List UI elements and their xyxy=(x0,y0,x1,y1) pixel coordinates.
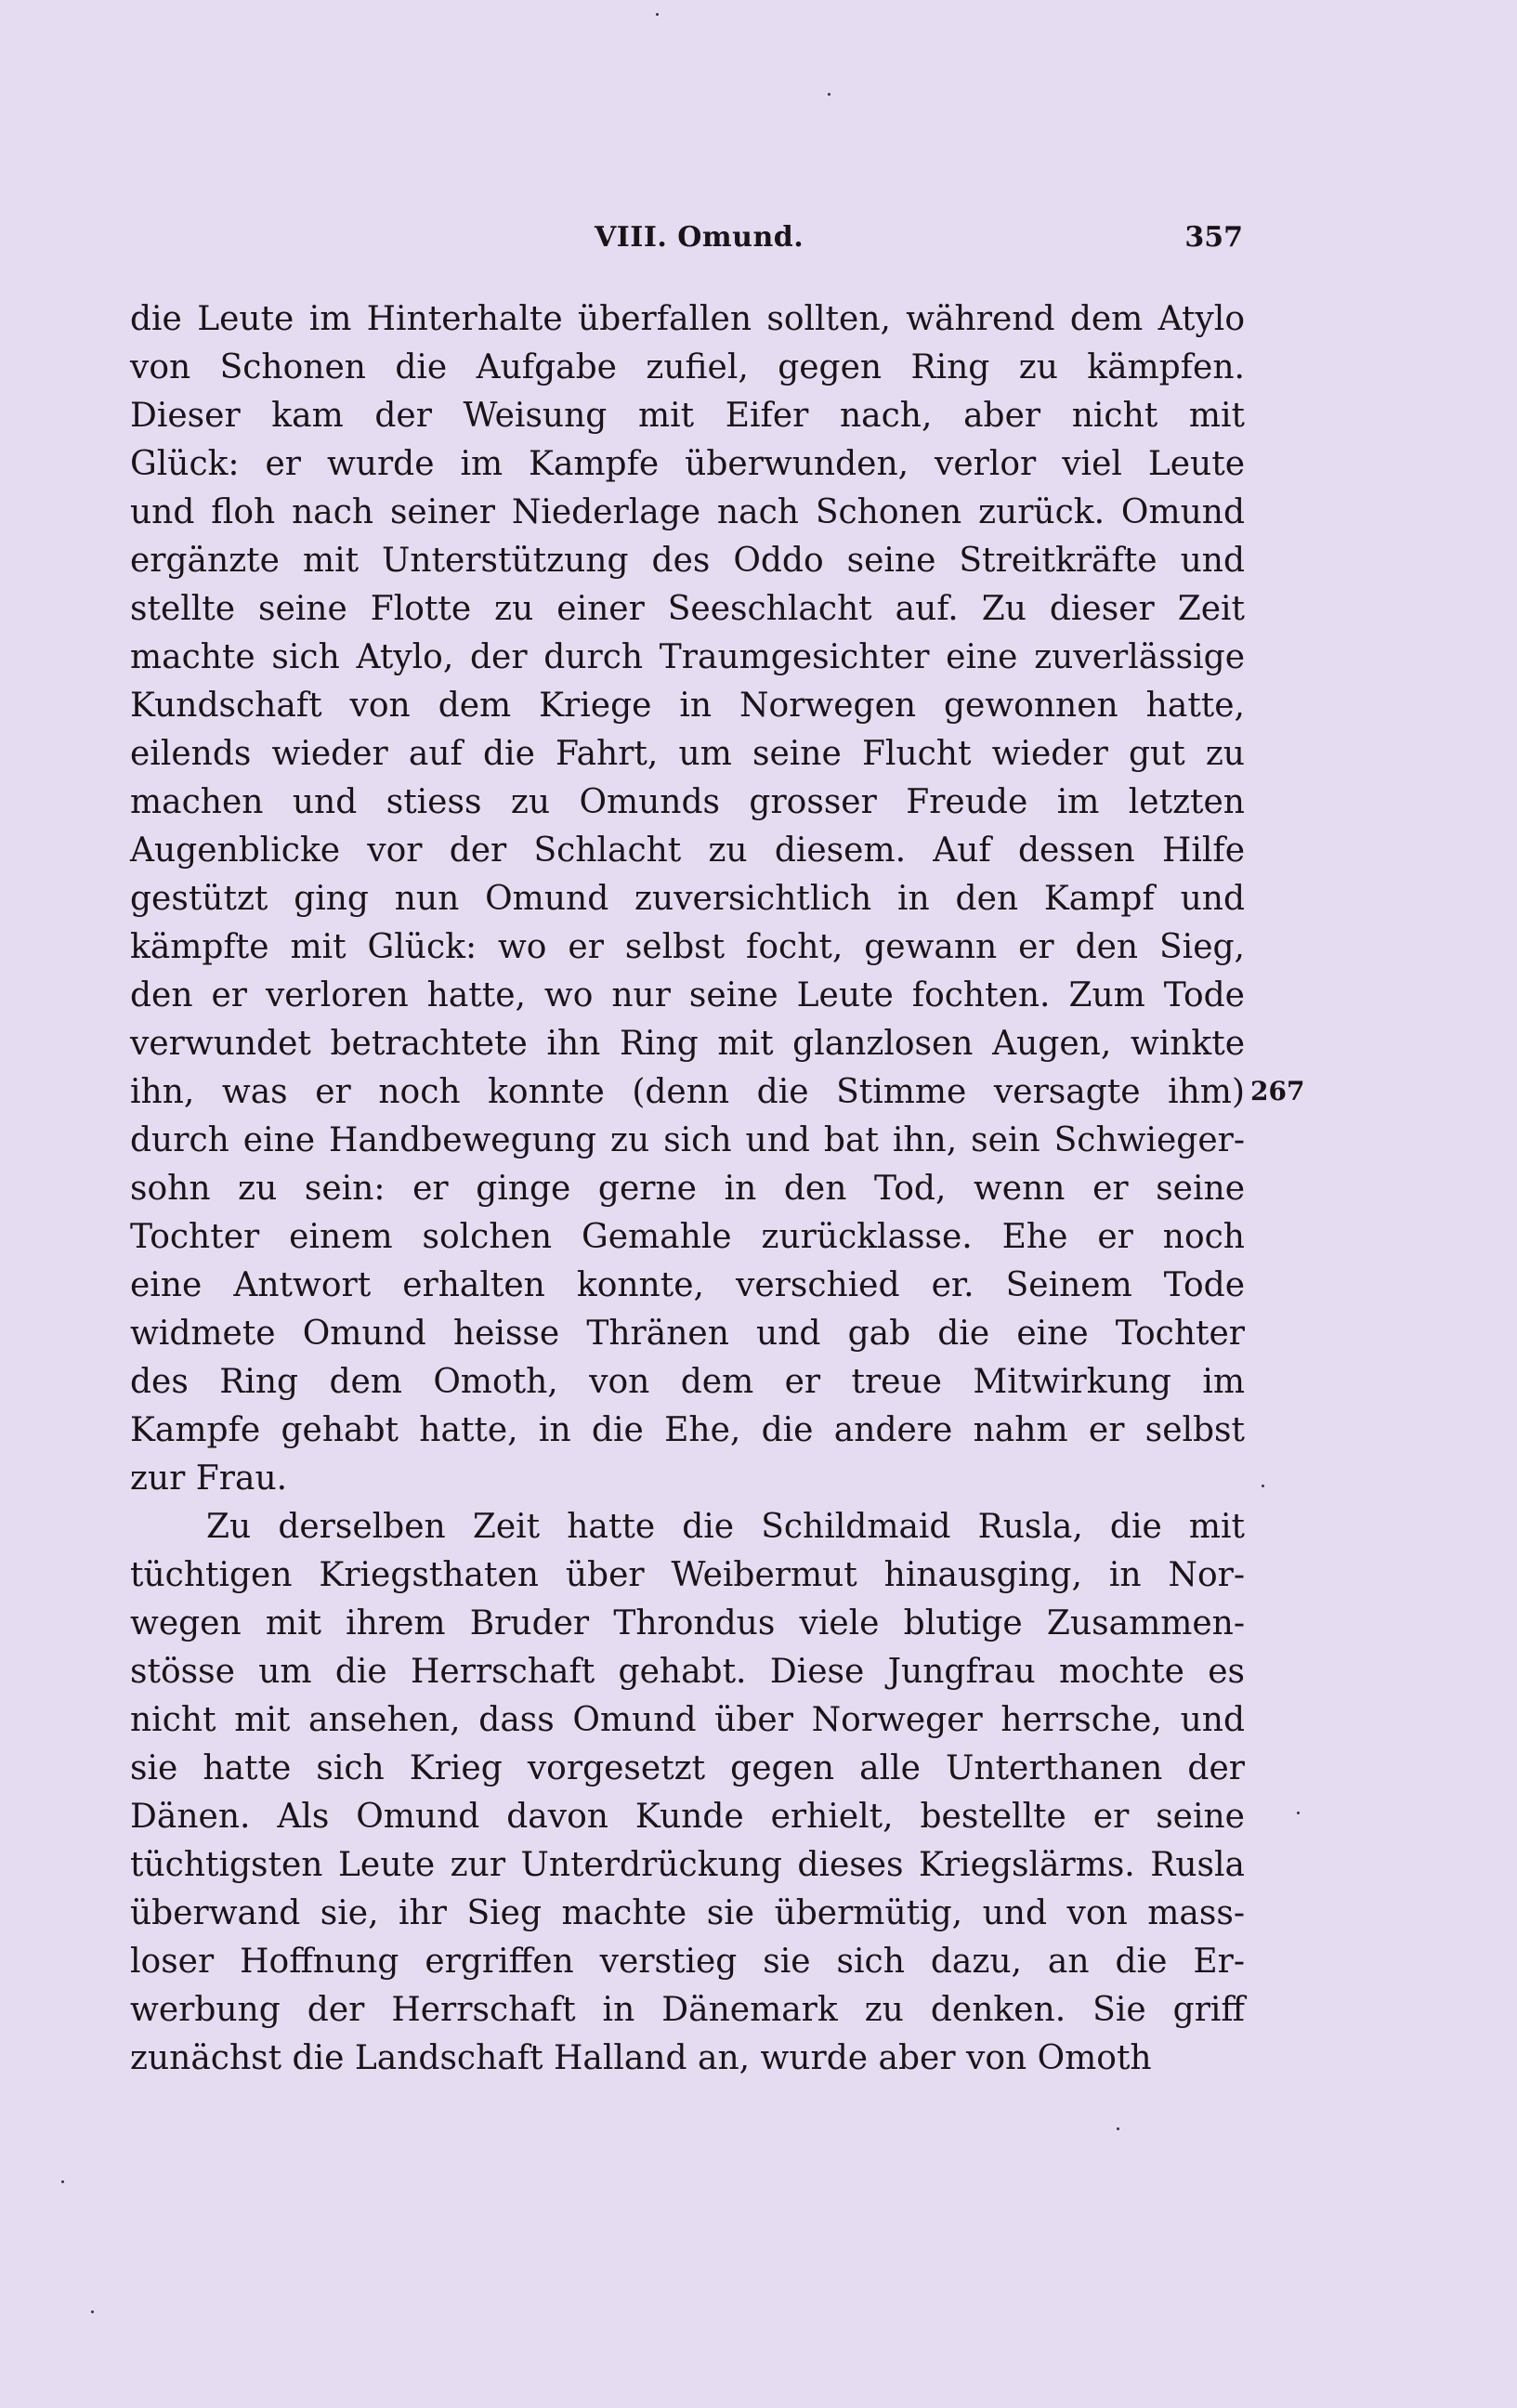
text-line: von Schonen die Aufgabe zufiel, gegen Ring zu kämpfen. xyxy=(130,348,1245,386)
text-line: werbung der Herrschaft in Dänemark zu denken. Sie griff xyxy=(130,1991,1245,2029)
chapter-title: VIII. Omund. xyxy=(595,221,804,254)
text-line: den er verloren hatte, wo nur seine Leute fochten. Zum Tode xyxy=(130,976,1245,1014)
text-line: nicht mit ansehen, dass Omund über Norweger herrsche, und xyxy=(130,1701,1245,1739)
margin-page-reference: 267 xyxy=(1250,1076,1305,1106)
scan-speck xyxy=(61,2180,64,2183)
text-line: Tochter einem solchen Gemahle zurücklasse. Ehe er noch xyxy=(130,1218,1245,1256)
text-line: Glück: er wurde im Kampfe überwunden, verlor viel Leute xyxy=(130,445,1245,483)
text-line: stellte seine Flotte zu einer Seeschlacht auf. Zu dieser Zeit xyxy=(130,590,1245,628)
scan-speck xyxy=(1262,1485,1264,1487)
text-line: Augenblicke vor der Schlacht zu diesem. Auf dessen Hilfe xyxy=(130,831,1245,870)
text-line: tüchtigsten Leute zur Unterdrückung dieses Kriegslärms. Rusla xyxy=(130,1846,1245,1884)
text-line: die Leute im Hinterhalte überfallen sollten, während dem Atylo xyxy=(130,300,1245,338)
text-line: und floh nach seiner Niederlage nach Schonen zurück. Omund xyxy=(130,493,1245,531)
scan-speck xyxy=(91,2310,94,2313)
text-line: ergänzte mit Unterstützung des Oddo seine Streitkräfte und xyxy=(130,542,1245,580)
text-line: tüchtigen Kriegsthaten über Weibermut hinausging, in Nor- xyxy=(130,1556,1245,1594)
text-line: eilends wieder auf die Fahrt, um seine Flucht wieder gut zu xyxy=(130,735,1245,773)
text-line: stösse um die Herrschaft gehabt. Diese Jungfrau mochte es xyxy=(130,1653,1245,1691)
text-line: loser Hoffnung ergriffen verstieg sie sich dazu, an die Er- xyxy=(130,1943,1245,1981)
text-line: sohn zu sein: er ginge gerne in den Tod, wenn er seine xyxy=(130,1170,1245,1208)
text-line: ihn, was er noch konnte (denn die Stimme versagte ihm) xyxy=(130,1073,1245,1111)
text-line: Kampfe gehabt hatte, in die Ehe, die andere nahm er selbst xyxy=(130,1411,1245,1449)
scan-speck xyxy=(828,93,830,96)
text-line: machen und stiess zu Omunds grosser Freude im letzten xyxy=(130,783,1245,821)
text-line: Dieser kam der Weisung mit Eifer nach, aber nicht mit xyxy=(130,397,1245,435)
text-line: verwundet betrachtete ihn Ring mit glanzlosen Augen, winkte xyxy=(130,1025,1245,1063)
text-line: wegen mit ihrem Bruder Throndus viele blutige Zusammen- xyxy=(130,1604,1245,1642)
scan-speck xyxy=(1297,1812,1300,1814)
scan-speck xyxy=(656,13,659,16)
text-line: kämpfte mit Glück: wo er selbst focht, gewann er den Sieg, xyxy=(130,928,1245,966)
text-line: eine Antwort erhalten konnte, verschied er. Seinem Tode xyxy=(130,1266,1245,1304)
running-head xyxy=(130,221,1254,258)
text-line: Kundschaft von dem Kriege in Norwegen gewonnen hatte, xyxy=(130,687,1245,725)
text-line: überwand sie, ihr Sieg machte sie übermütig, und von mass- xyxy=(130,1894,1245,1932)
paragraph-2 xyxy=(130,1503,1245,2083)
text-line: Dänen. Als Omund davon Kunde erhielt, bestellte er seine xyxy=(130,1798,1245,1836)
page-number: 357 xyxy=(1184,221,1243,254)
text-line: machte sich Atylo, der durch Traumgesichter eine zuverlässige xyxy=(130,638,1245,676)
text-line: gestützt ging nun Omund zuversichtlich in den Kampf und xyxy=(130,880,1245,918)
text-line: sie hatte sich Krieg vorgesetzt gegen alle Unterthanen der xyxy=(130,1749,1245,1787)
text-line: zunächst die Landschaft Halland an, wurde aber von Omoth xyxy=(130,2039,1152,2077)
paragraph-1 xyxy=(130,295,1245,1503)
text-line: widmete Omund heisse Thränen und gab die eine Tochter xyxy=(130,1315,1245,1353)
text-line: zur Frau. xyxy=(130,1459,288,1498)
scan-speck xyxy=(1117,2127,1119,2130)
text-line: des Ring dem Omoth, von dem er treue Mitwirkung im xyxy=(130,1363,1245,1401)
body-text xyxy=(130,295,1245,2083)
text-line: Zu derselben Zeit hatte die Schildmaid Rusla, die mit xyxy=(206,1508,1245,1546)
text-line: durch eine Handbewegung zu sich und bat ihn, sein Schwieger- xyxy=(130,1121,1245,1159)
